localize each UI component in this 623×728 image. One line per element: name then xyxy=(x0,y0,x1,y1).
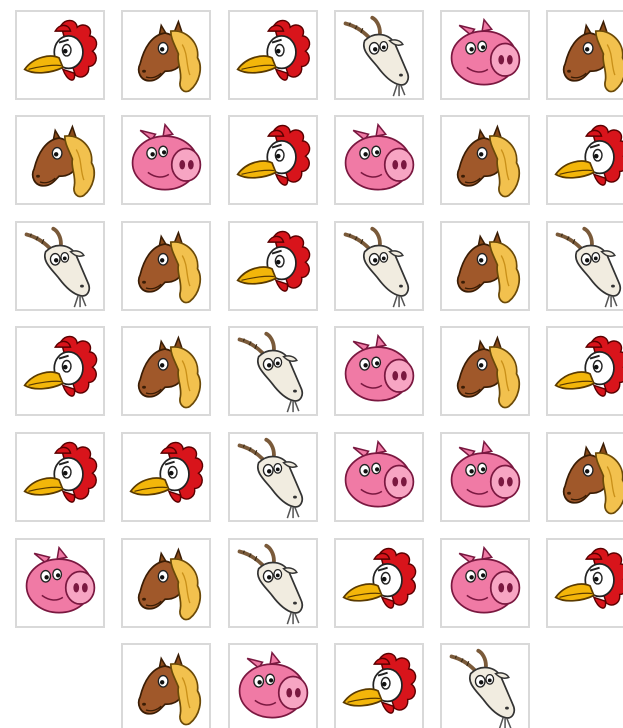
horse-icon xyxy=(442,223,528,309)
card-tile[interactable] xyxy=(440,10,530,100)
card-tile[interactable] xyxy=(121,643,211,728)
horse-icon xyxy=(17,117,103,203)
card-tile[interactable] xyxy=(334,432,424,522)
rooster-icon xyxy=(336,645,422,728)
card-tile[interactable] xyxy=(546,10,623,100)
card-tile[interactable] xyxy=(546,538,623,628)
card-tile[interactable] xyxy=(15,432,105,522)
pig-icon xyxy=(442,540,528,626)
card-tile[interactable] xyxy=(121,432,211,522)
card-tile[interactable] xyxy=(440,115,530,205)
rooster-icon xyxy=(230,223,316,309)
goat-icon xyxy=(230,434,316,520)
rooster-icon xyxy=(548,328,623,414)
pig-icon xyxy=(336,328,422,414)
card-tile[interactable] xyxy=(228,115,318,205)
rooster-icon xyxy=(17,434,103,520)
horse-icon xyxy=(548,434,623,520)
card-tile[interactable] xyxy=(228,10,318,100)
card-tile[interactable] xyxy=(228,538,318,628)
card-tile[interactable] xyxy=(228,221,318,311)
rooster-icon xyxy=(336,540,422,626)
card-tile[interactable] xyxy=(334,643,424,728)
rooster-icon xyxy=(230,12,316,98)
goat-icon xyxy=(336,12,422,98)
rooster-icon xyxy=(548,117,623,203)
rooster-icon xyxy=(548,540,623,626)
card-tile[interactable] xyxy=(121,115,211,205)
card-tile[interactable] xyxy=(440,643,530,728)
card-tile[interactable] xyxy=(121,326,211,416)
card-tile[interactable] xyxy=(546,221,623,311)
card-tile[interactable] xyxy=(15,538,105,628)
card-tile[interactable] xyxy=(121,10,211,100)
horse-icon xyxy=(123,328,209,414)
card-tile[interactable] xyxy=(440,326,530,416)
card-tile[interactable] xyxy=(546,432,623,522)
horse-icon xyxy=(123,223,209,309)
card-tile[interactable] xyxy=(334,221,424,311)
rooster-icon xyxy=(17,12,103,98)
rooster-icon xyxy=(17,328,103,414)
pig-icon xyxy=(442,12,528,98)
pig-icon xyxy=(336,434,422,520)
goat-icon xyxy=(230,328,316,414)
horse-icon xyxy=(123,645,209,728)
horse-icon xyxy=(123,540,209,626)
horse-icon xyxy=(548,12,623,98)
card-tile[interactable] xyxy=(546,326,623,416)
card-tile[interactable] xyxy=(334,10,424,100)
card-tile[interactable] xyxy=(15,115,105,205)
pig-icon xyxy=(336,117,422,203)
rooster-icon xyxy=(123,434,209,520)
card-tile[interactable] xyxy=(334,538,424,628)
pig-icon xyxy=(442,434,528,520)
horse-icon xyxy=(442,328,528,414)
card-tile[interactable] xyxy=(440,538,530,628)
card-tile[interactable] xyxy=(546,115,623,205)
pig-icon xyxy=(230,645,316,728)
goat-icon xyxy=(17,223,103,309)
card-tile[interactable] xyxy=(15,326,105,416)
card-tile[interactable] xyxy=(440,432,530,522)
horse-icon xyxy=(442,117,528,203)
rooster-icon xyxy=(230,117,316,203)
card-tile[interactable] xyxy=(334,115,424,205)
card-tile[interactable] xyxy=(121,221,211,311)
card-tile[interactable] xyxy=(334,326,424,416)
card-tile[interactable] xyxy=(121,538,211,628)
card-tile[interactable] xyxy=(15,221,105,311)
pig-icon xyxy=(17,540,103,626)
pig-icon xyxy=(123,117,209,203)
card-tile[interactable] xyxy=(228,643,318,728)
card-tile[interactable] xyxy=(440,221,530,311)
goat-icon xyxy=(548,223,623,309)
card-tile[interactable] xyxy=(228,326,318,416)
horse-icon xyxy=(123,12,209,98)
goat-icon xyxy=(230,540,316,626)
goat-icon xyxy=(442,645,528,728)
goat-icon xyxy=(336,223,422,309)
card-tile[interactable] xyxy=(228,432,318,522)
card-tile[interactable] xyxy=(15,10,105,100)
